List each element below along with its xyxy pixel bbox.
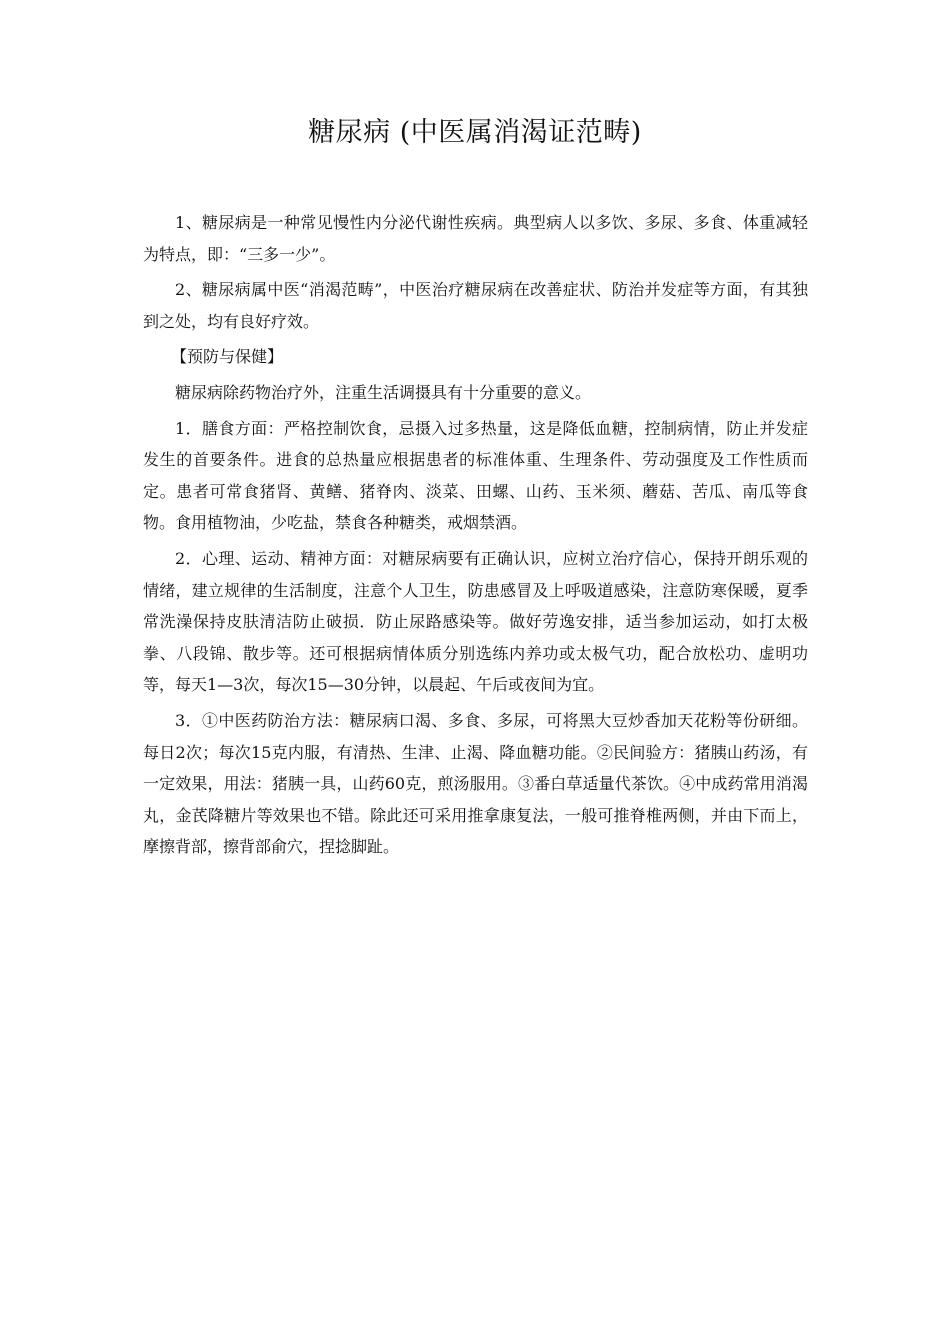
paragraph-tcm-methods: 3．①中医药防治方法：糖尿病口渴、多食、多尿，可将黑大豆炒香加天花粉等份研细。每日2次；每次15克内服，有清热、生津、止渴、降血糖功能。②民间验方：猪胰山药汤，有一定效果，用法：猪胰一具，山药60克，煎汤服用。③番白草适量代茶饮。④中成药常用消渴丸，金芪降糖片等效果也不错。除此还可采用推拿康复法，一般可推脊椎两侧，并由下而上，摩擦背部，擦背部俞穴，捏捻脚趾。 (143, 710, 808, 857)
paragraph-diet: 1．膳食方面：严格控制饮食，忌摄入过多热量，这是降低血糖，控制病情，防止并发症发生的首要条件。进食的总热量应根据患者的标准体重、生理条件、劳动强度及工作性质而定。患者可常食猪肾、黄鳝、猪脊肉、淡菜、田螺、山药、玉米须、蘑菇、苦瓜、南瓜等食物。食用植物油，少吃盐，禁食各种糖类，戒烟禁酒。 (143, 418, 808, 533)
document-title: 糖尿病 (中医属消渴证范畴) (308, 117, 642, 148)
paragraph-tcm-category: 2、糖尿病属中医“消渴范畴”，中医治疗糖尿病在改善症状、防治并发症等方面，有其独到之处，均有良好疗效。 (143, 280, 808, 331)
paragraph-definition: 1、糖尿病是一种常见慢性内分泌代谢性疾病。典型病人以多饮、多尿、多食、体重减轻为特点，即：“三多一少”。 (143, 213, 808, 264)
paragraph-intro: 糖尿病除药物治疗外，注重生活调摄具有十分重要的意义。 (175, 382, 592, 402)
section-heading-prevention: 【预防与保健】 (171, 347, 284, 367)
paragraph-mind-exercise: 2．心理、运动、精神方面：对糖尿病要有正确认识，应树立治疗信心，保持开朗乐观的情绪，建立规律的生活制度，注意个人卫生，防患感冒及上呼吸道感染，注意防寒保暖，夏季常洗澡保持皮肤清洁防止破损．防止尿路感染等。做好劳逸安排，适当参加运动，如打太极拳、八段锦、散步等。还可根据病情体质分别选练内养功或太极气功，配合放松功、虚明功等，每天1—3次，每次15—30分钟，以晨起、午后或夜间为宜。 (143, 548, 808, 695)
document-body (143, 207, 808, 867)
